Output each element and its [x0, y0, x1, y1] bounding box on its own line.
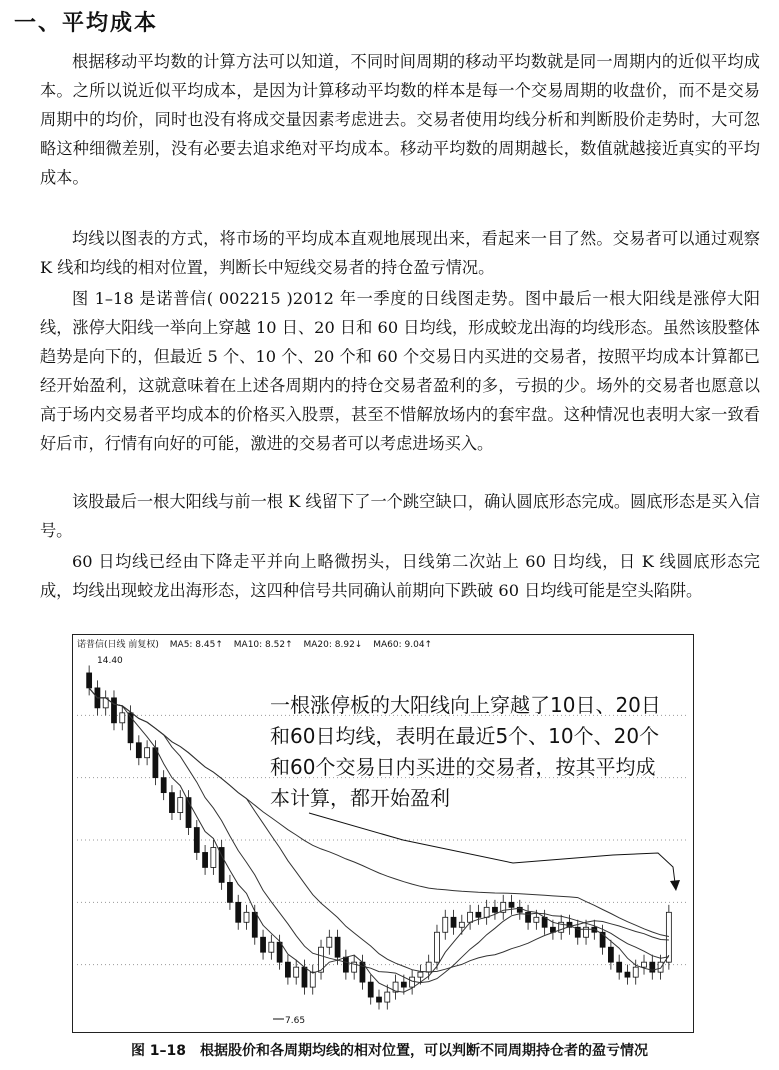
- figure-number: 图 1–18: [130, 1043, 187, 1059]
- candle-up: [178, 798, 183, 813]
- candle-up: [120, 713, 125, 723]
- candle-down: [277, 942, 282, 962]
- candle-down: [476, 912, 481, 917]
- candle-down: [285, 962, 290, 977]
- candle-up: [584, 927, 589, 937]
- candle-down: [343, 957, 348, 972]
- candle-down: [608, 947, 613, 962]
- paragraph-1: 根据移动平均数的计算方法可以知道，不同时间周期的移动平均数就是同一周期内的近似平均成本。之所以说近似平均成本，是因为计算移动平均数的样本是每一个交易周期的收盘价，而不是交易周期中的均价，同时也没有将成交量因素考虑进去。交易者使用均线分析和判断股价走势时，大可忽略这种细微差别，没有必要去追求绝对平均成本。移动平均数的周期越长，数值就越接近真实的平均成本。: [40, 52, 760, 187]
- low-price-label: 7.65: [285, 1016, 306, 1026]
- candle-up: [385, 992, 390, 1002]
- paragraph-2: 均线以图表的方式，将市场的平均成本直观地展现出来，看起来一目了然。交易者可以通过观察 K 线和均线的相对位置，判断长中短线交易者的持仓盈亏情况。: [40, 229, 760, 277]
- candle-down: [112, 698, 117, 723]
- section-heading: 一、平均成本: [14, 11, 159, 36]
- candle-up: [484, 907, 489, 917]
- candle-down: [161, 778, 166, 793]
- candle-up: [269, 942, 274, 952]
- candle-down: [302, 967, 307, 987]
- candle-up: [211, 847, 216, 867]
- candle-down: [203, 852, 208, 867]
- stock-chart-figure: [72, 634, 694, 1033]
- candle-down: [261, 937, 266, 952]
- candle-down: [236, 902, 241, 922]
- figure-caption: [0, 1040, 779, 1060]
- candle-down: [625, 972, 630, 977]
- annotation-arrowhead: [670, 880, 680, 891]
- ma60-readout: MA60: 9.04↑: [373, 640, 433, 650]
- candle-down: [87, 673, 92, 688]
- candle-up: [410, 977, 415, 987]
- candle-down: [368, 982, 373, 997]
- ma20-readout: MA20: 8.92↓: [303, 640, 363, 650]
- candle-down: [169, 793, 174, 813]
- candle-up: [145, 748, 150, 758]
- ma5-readout: MA5: 8.45↑: [169, 640, 223, 650]
- candle-up: [244, 912, 249, 922]
- candle-up: [443, 917, 448, 932]
- candle-up: [666, 912, 671, 962]
- candle-down: [509, 902, 514, 907]
- high-price-label: 14.40: [97, 656, 123, 666]
- candle-down: [401, 982, 406, 987]
- candle-up: [633, 967, 638, 977]
- candle-down: [377, 997, 382, 1002]
- ma10-readout: MA10: 8.52↑: [233, 640, 293, 650]
- figure-caption-text: 根据股价和各周期均线的相对位置，可以判断不同周期持仓者的盈亏情况: [200, 1043, 649, 1059]
- chart-title: 诺普信(日线 前复权): [77, 640, 159, 650]
- paragraph-3: 图 1–18 是诺普信( 002215 )2012 年一季度的日线图走势。图中最后一根大阳线是涨停大阳线，涨停大阳线一举向上穿越 10 日、20 日和 60 日均线，形成蛟龙出海的均线形态。虽然该股整体趋势是向下的，但最近 5 个、10 个、20 个和 60 个交易日内买进的交易者，按照平均成本计算都已经开始盈利，这就意味着在上述各周期内的持仓交易者盈利的多，亏损的少。场外的交易者也愿意以高于场内交易者平均成本的价格买入股票，甚至不惜解放场内的套牢盘。这种情况也表明大家一致看好后市，行情有向好的可能，激进的交易者可以考虑进场买入。: [40, 289, 760, 453]
- paragraph-4: 该股最后一根大阳线与前一根 K 线留下了一个跳空缺口，确认圆底形态完成。圆底形态是买入信号。: [40, 492, 760, 540]
- candle-down: [335, 937, 340, 957]
- candle-up: [642, 962, 647, 967]
- candle-up: [658, 962, 663, 972]
- candle-up: [426, 962, 431, 972]
- annotation-arrow: [309, 813, 675, 883]
- candle-up: [468, 912, 473, 922]
- candle-down: [451, 917, 456, 927]
- candle-up: [459, 922, 464, 927]
- candle-down: [136, 743, 141, 758]
- candle-down: [617, 962, 622, 972]
- candle-down: [252, 912, 257, 937]
- candle-down: [492, 907, 497, 912]
- candle-up: [434, 932, 439, 962]
- candle-up: [327, 937, 332, 947]
- candle-up: [294, 967, 299, 977]
- candle-down: [153, 748, 158, 778]
- candle-up: [418, 972, 423, 977]
- paragraph-5: 60 日均线已经由下降走平并向上略微拐头，日线第二次站上 60 日均线，日 K 线圆底形态完成，均线出现蛟龙出海形态，这四种信号共同确认前期向下跌破 60 日均线可能是空头陷阱。: [40, 552, 760, 600]
- candle-up: [534, 917, 539, 922]
- candle-down: [227, 882, 232, 902]
- chart-annotation: 一根涨停板的大阳线向上穿越了10日、20日和60日均线，表明在最近5个、10个、20个和60个交易日内买进的交易者，按其平均成本计算，都开始盈利: [270, 693, 661, 810]
- candle-up: [310, 972, 315, 987]
- candle-down: [194, 828, 199, 853]
